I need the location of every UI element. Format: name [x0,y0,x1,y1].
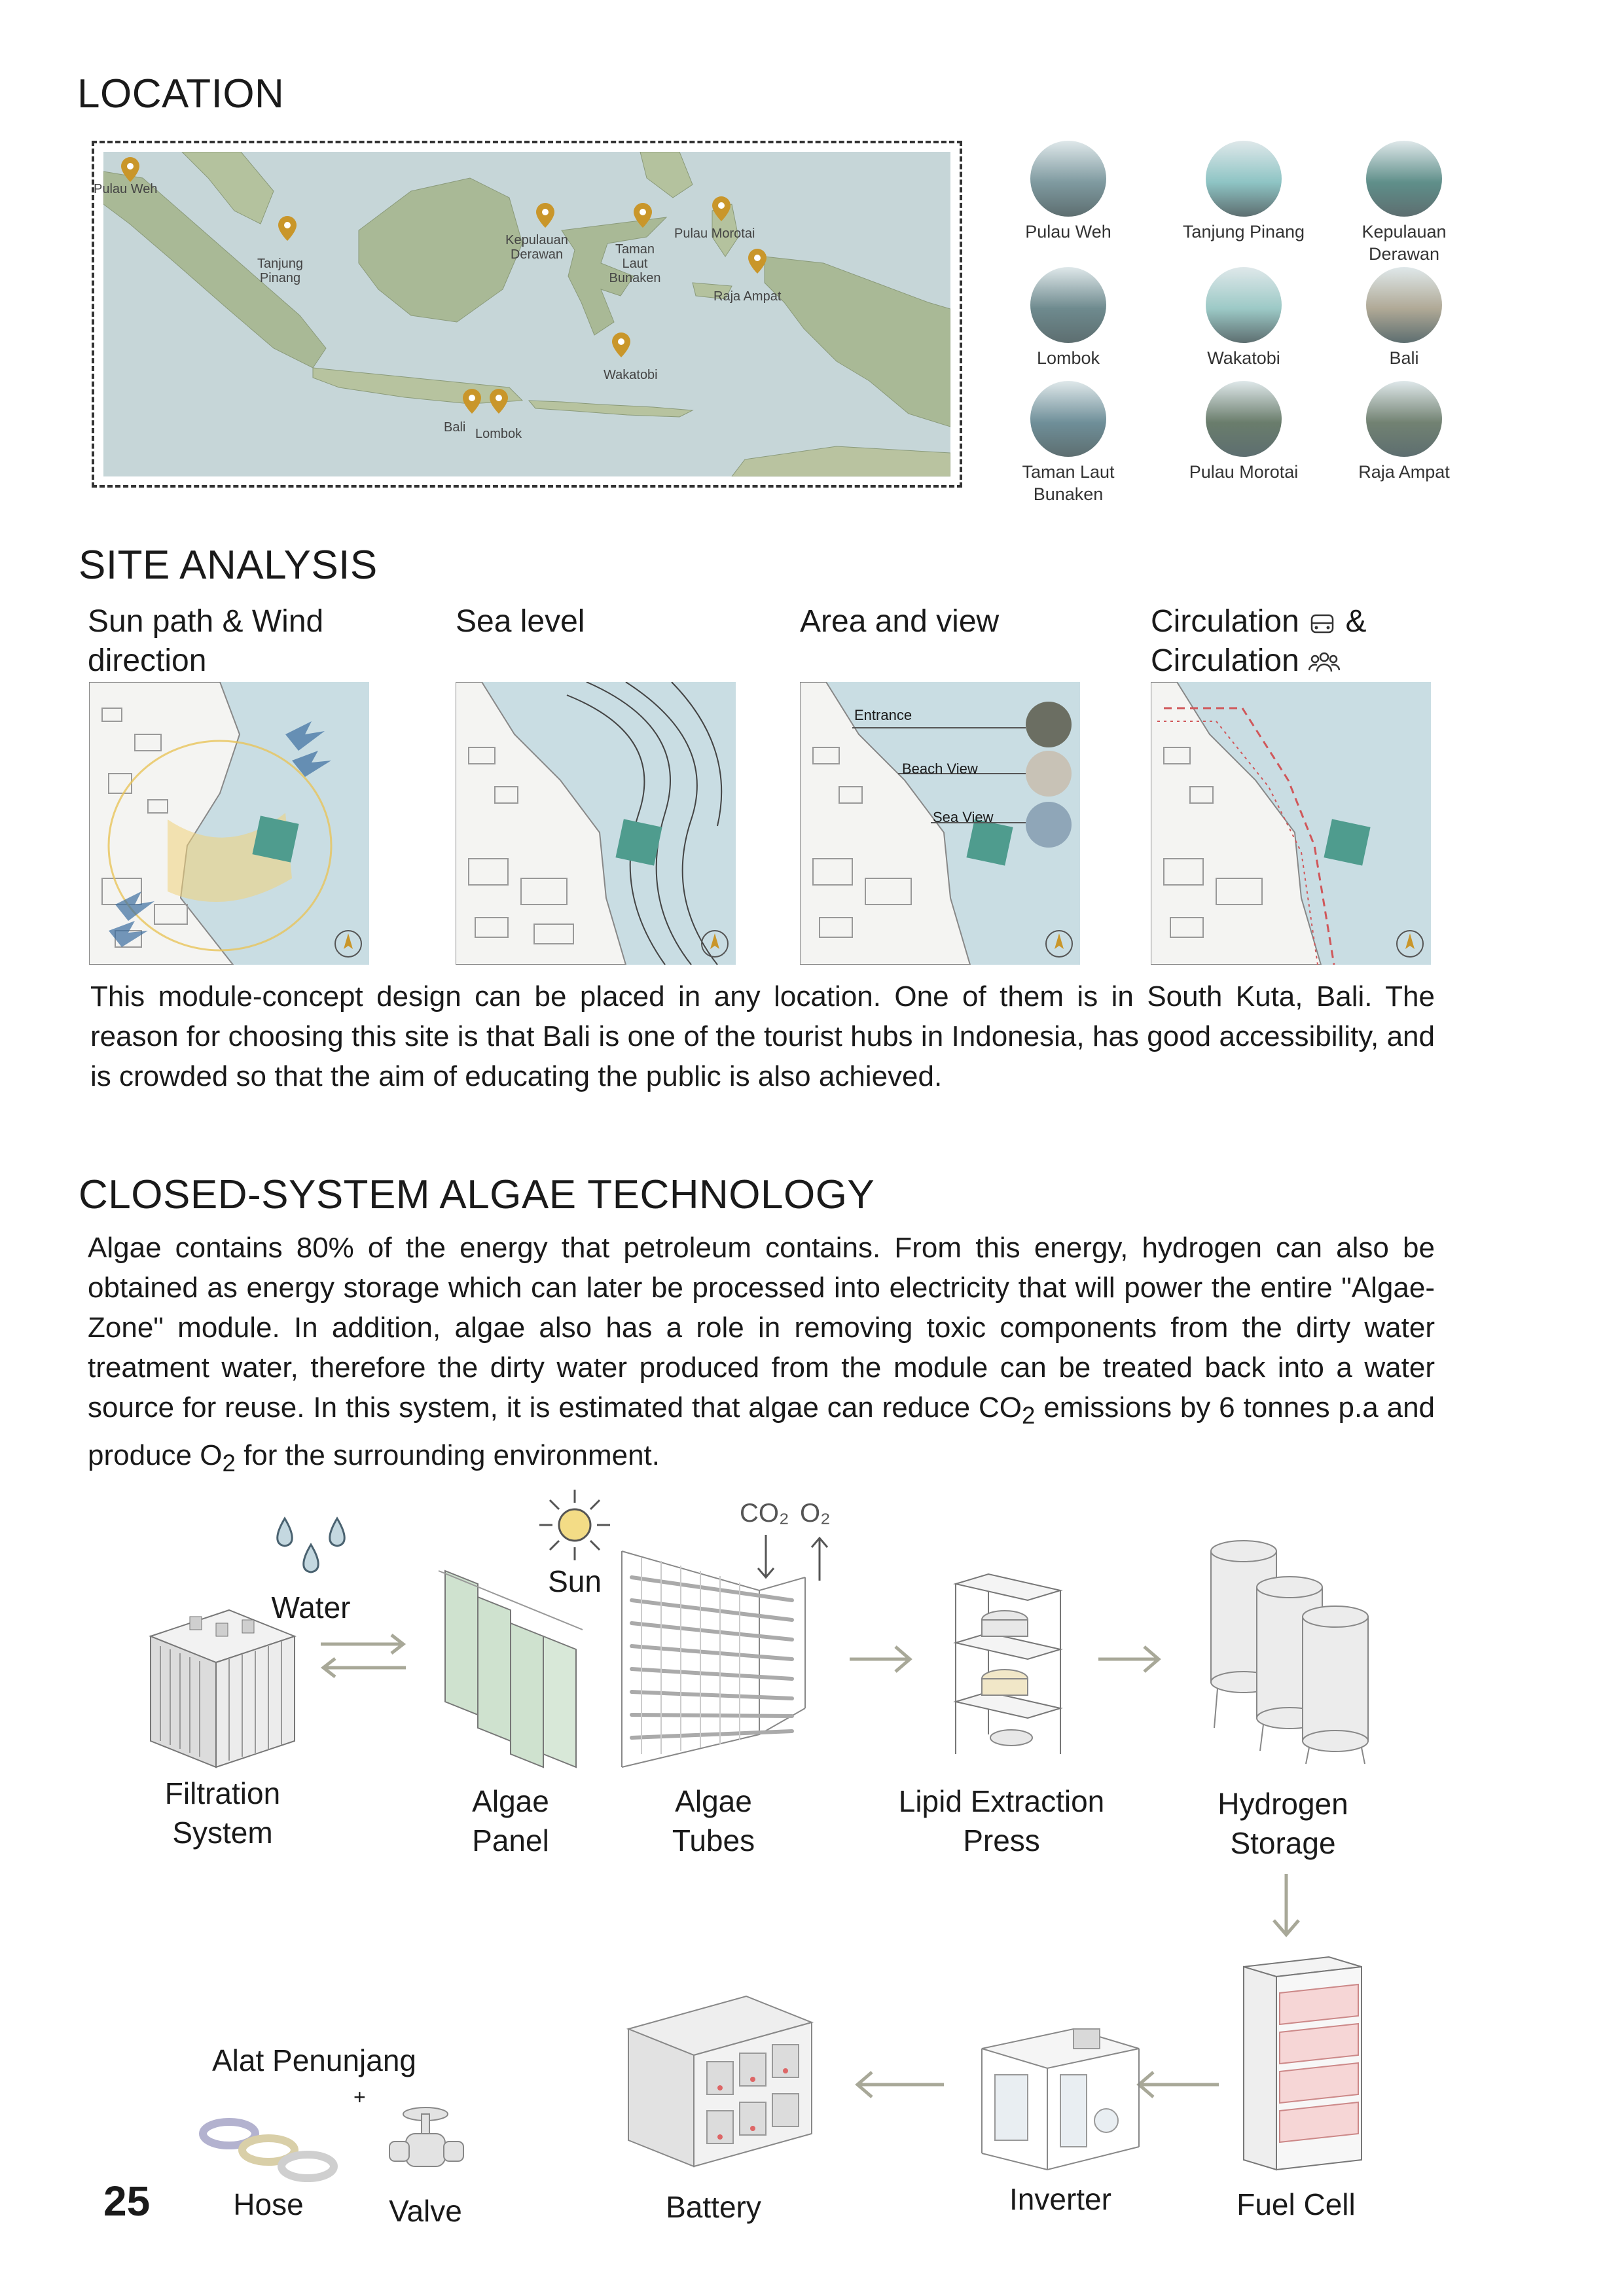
co2-label: CO₂ [740,1499,789,1528]
thumbnail-photo [1366,381,1442,457]
co2-subscript: 2 [1022,1401,1036,1429]
map-label-bunaken: Taman Laut Bunaken [609,242,661,285]
battery-illustration [622,1990,818,2173]
indonesia-map [103,152,950,476]
page-number: 25 [103,2178,151,2225]
algae-paragraph-part3: for the surrounding environment. [235,1439,660,1471]
thumbnail-photo [1030,381,1106,457]
support-title: Alat Penunjang [211,2043,417,2077]
people-icon [1308,649,1341,675]
fuel-cell-label: Fuel Cell [1236,2187,1356,2221]
site-analysis-title: SITE ANALYSIS [79,543,378,588]
thumbnail-photo [1206,141,1282,217]
algae-panel-label: Algae Panel [472,1784,549,1857]
thumbnail-photo [1366,267,1442,343]
sun-wind-diagram [89,682,369,965]
o2-label: O₂ [800,1499,831,1528]
site-paragraph: This module-concept design can be placed in any location. One of them is in South Kuta, Bali. The reason for choosing this site is that Bali is one of the tourist hubs in Indonesia, has good accessibility, and is crowded so that the aim of educating the public is also achieved. [90,980,1435,1092]
thumbnail-label: Kepulauan Derawan [1362,222,1447,264]
sun-icon [535,1486,614,1564]
panel-title-circulation-amp: & [1345,604,1367,639]
view-label-beach: Beach View [902,761,978,777]
hose-rings-illustration [196,2114,340,2186]
thumbnail-label: Taman Laut Bunaken [1022,462,1115,504]
view-label-sea: Sea View [933,809,994,825]
location-title: LOCATION [77,71,285,117]
thumbnail-label: Lombok [1036,348,1100,368]
algae-panel-illustration [432,1558,589,1774]
arrow-left-icon-1 [1132,2062,1224,2108]
arrow-left-icon-2 [851,2062,949,2108]
valve-illustration [386,2101,471,2193]
map-label-morotai: Pulau Morotai [674,226,755,241]
fuel-cell-illustration [1231,1954,1368,2176]
circulation-diagram [1151,682,1431,965]
inverter-label: Inverter [1009,2182,1111,2216]
panel-title-area-view: Area and view [800,604,1000,639]
support-plus: + [353,2085,366,2109]
map-label-lombok: Lombok [475,427,522,441]
bidirectional-arrow-icon [314,1630,412,1682]
algae-paragraph [88,1228,1435,1483]
arrow-right-icon-2 [1093,1636,1165,1682]
o2-subscript: 2 [222,1449,236,1477]
arrow-right-icon-1 [844,1636,916,1682]
algae-title: CLOSED-SYSTEM ALGAE TECHNOLOGY [79,1172,875,1217]
lipid-press-illustration [949,1571,1067,1761]
algae-tubes-illustration [615,1538,812,1774]
thumbnail-photo [1030,267,1106,343]
hose-label: Hose [233,2187,304,2221]
thumbnail-photo [1206,267,1282,343]
thumbnail-photo [1206,381,1282,457]
inverter-illustration [975,2016,1146,2173]
thumbnail-label: Bali [1389,348,1419,368]
view-label-entrance: Entrance [854,707,912,723]
panel-title-circulation-text: Circulation [1151,604,1299,639]
valve-label: Valve [389,2194,462,2228]
map-label-pulau-weh: Pulau Weh [94,182,158,196]
algae-paragraph-part2: emissions by 6 tonnes p.a and produce O [88,1391,1435,1471]
hydrogen-storage-label: Hydrogen Storage [1218,1787,1348,1860]
map-label-tanjung-pinang: Tanjung Pinang [257,257,304,285]
water-label: Water [271,1590,351,1624]
hydrogen-storage-illustration [1198,1532,1381,1767]
panel-title-circulation [1151,602,1366,681]
water-drops-icon [262,1512,360,1590]
map-label-wakatobi: Wakatobi [604,368,658,382]
battery-label: Battery [666,2190,761,2224]
thumbnail-photo [1366,141,1442,217]
car-icon [1308,610,1337,636]
thumbnail-label: Tanjung Pinang [1182,222,1305,242]
filtration-system-illustration [144,1597,301,1774]
thumbnail-label: Pulau Weh [1025,222,1111,242]
arrow-down-icon [1263,1871,1309,1943]
panel-title-circulation-line2: Circulation [1151,643,1299,678]
algae-paragraph-part1: Algae contains 80% of the energy that petroleum contains. From this energy, hydrogen can also be obtained as energy storage which can later be processed into electricity that will power the entire "Algae-Zone" module. In addition, algae also has a role in removing toxic components from the dirty water treatment water, therefore the dirty water produced from the module can be treated back into a water source for reuse. In this system, it is estimated that algae can reduce CO [88,1232,1435,1424]
map-label-bali: Bali [444,420,466,435]
filtration-label: Filtration System [164,1776,281,1850]
panel-title-sea-level: Sea level [456,604,585,639]
map-label-derawan: Kepulauan Derawan [505,233,568,262]
thumbnail-label: Raja Ampat [1358,462,1450,482]
panel-title-sun-wind: Sun path & Wind direction [88,604,324,678]
thumbnail-label: Pulau Morotai [1189,462,1299,482]
sea-level-diagram [456,682,736,965]
thumbnail-label: Wakatobi [1207,348,1280,368]
sun-label: Sun [548,1564,602,1598]
algae-tubes-label: Algae Tubes [672,1784,755,1857]
thumbnail-photo [1030,141,1106,217]
map-label-raja-ampat: Raja Ampat [713,289,782,304]
lipid-press-label: Lipid Extraction Press [898,1784,1105,1857]
